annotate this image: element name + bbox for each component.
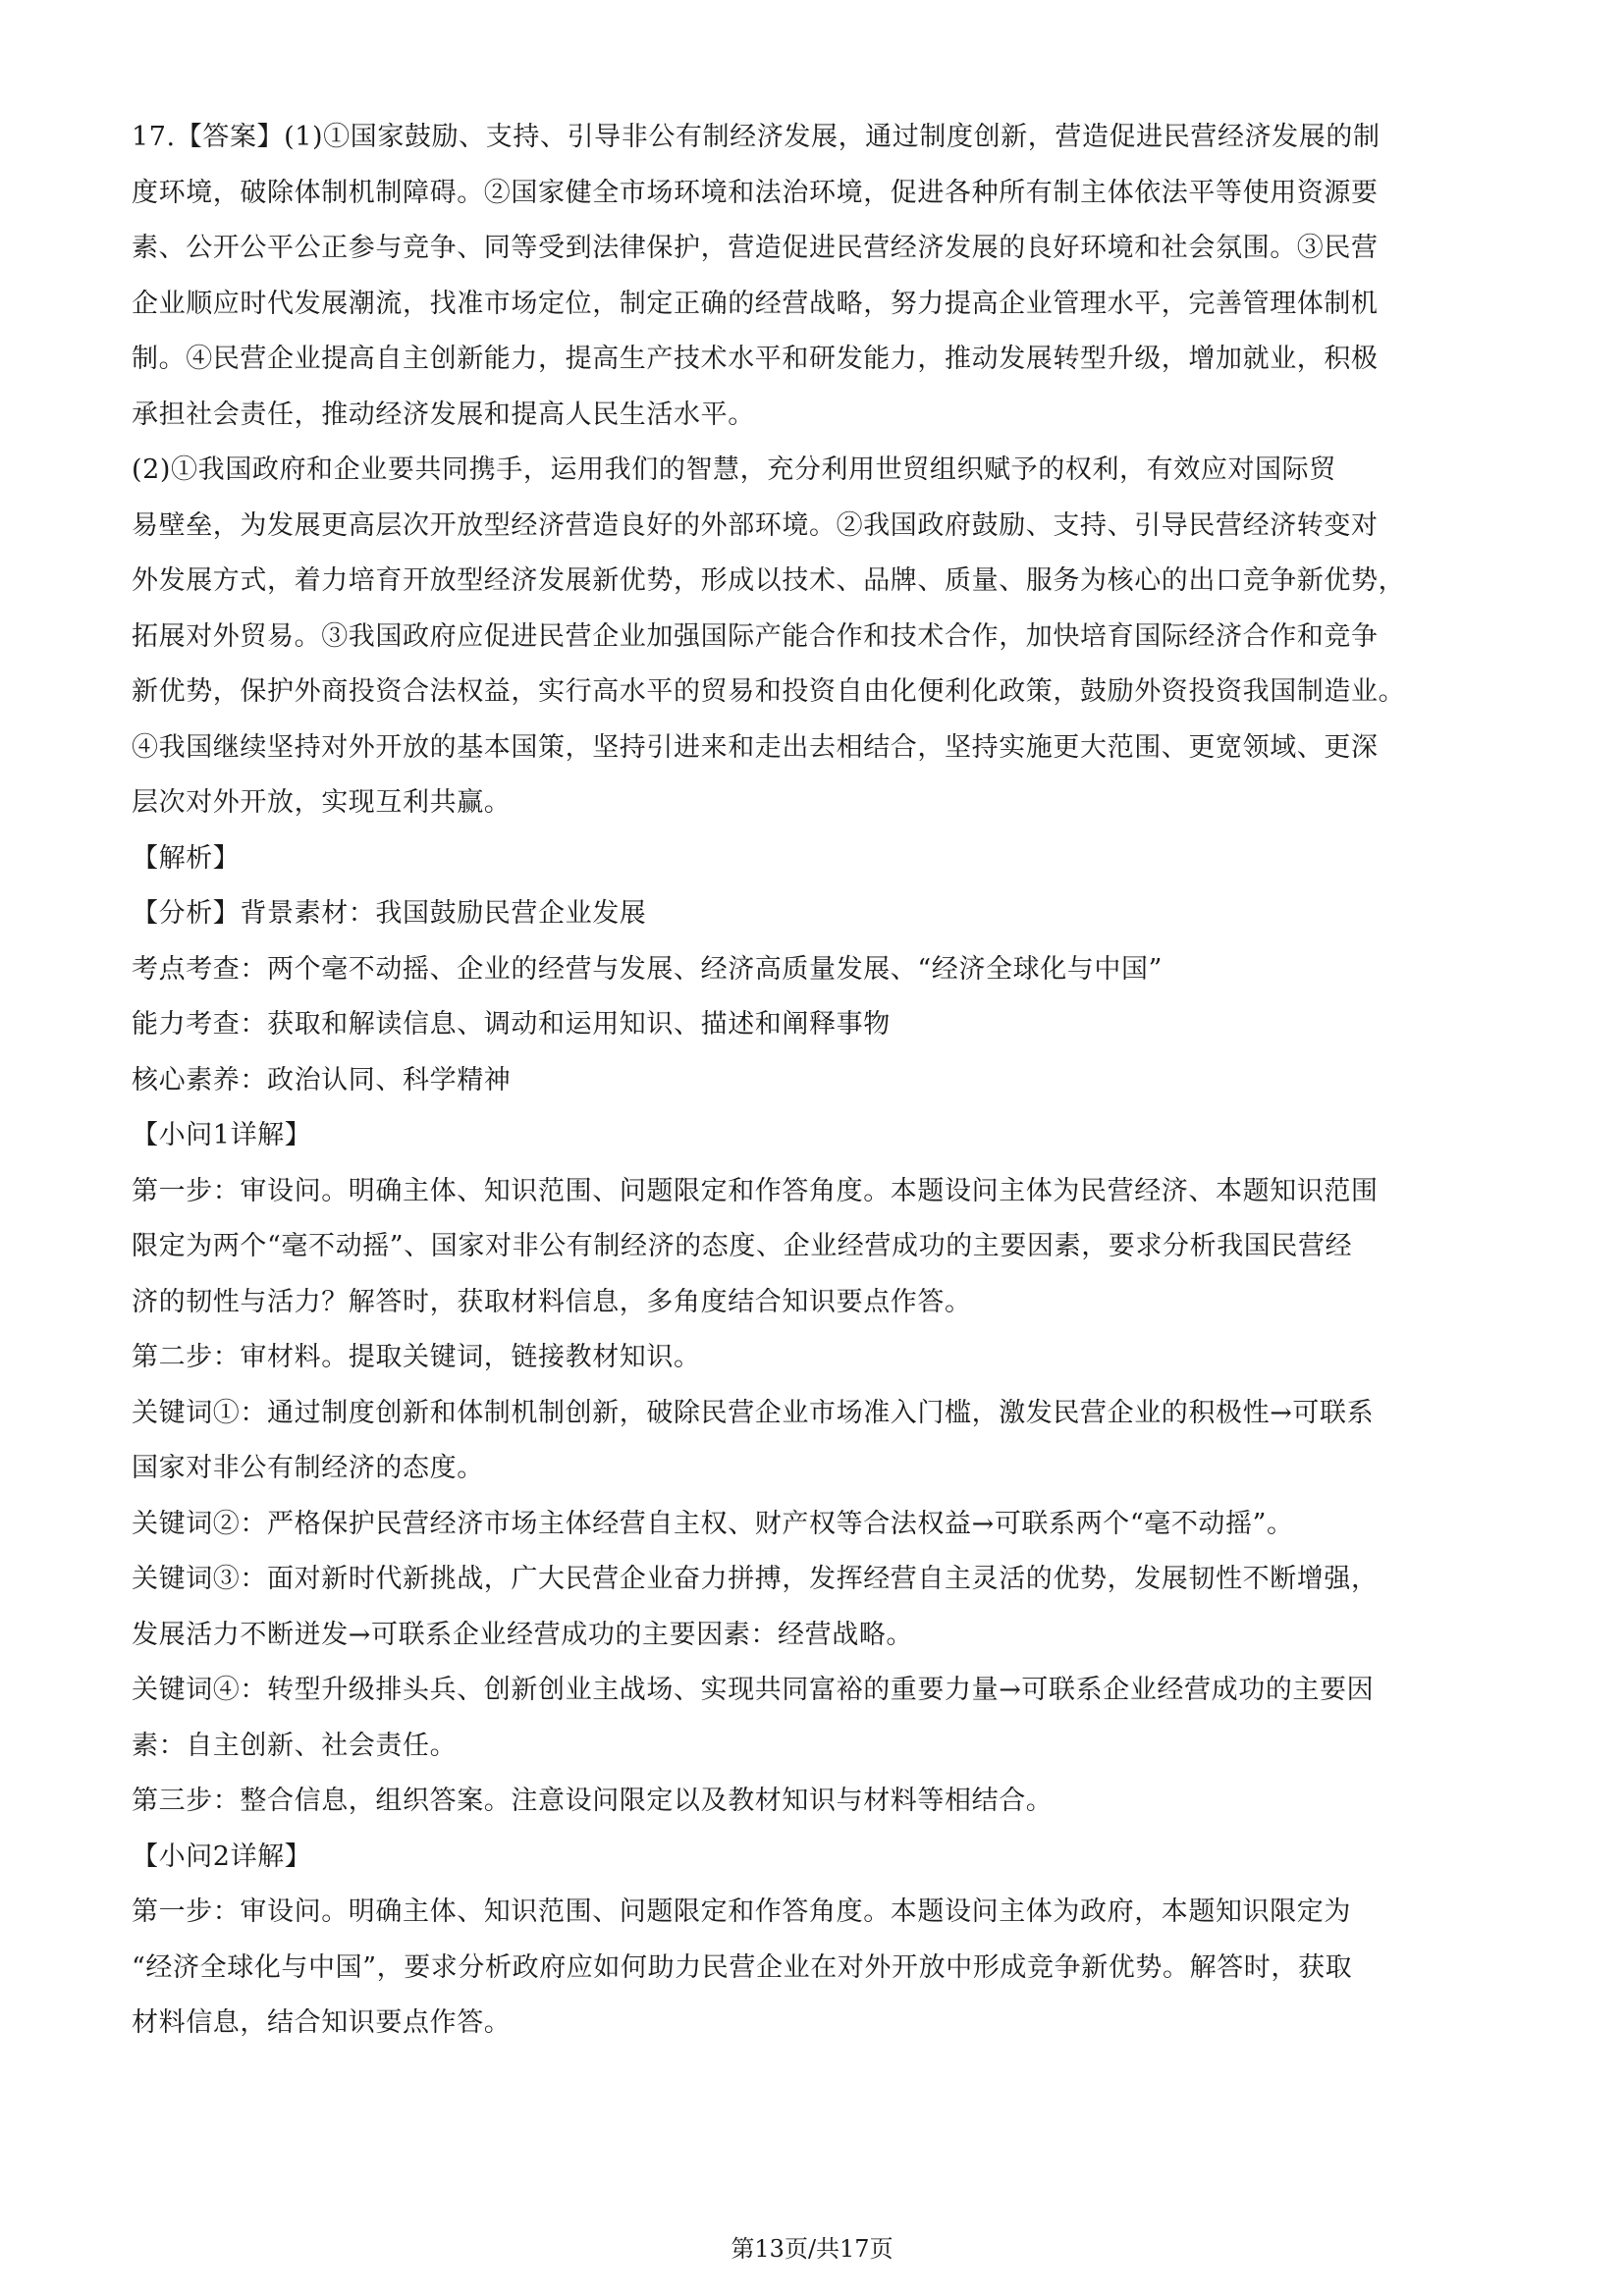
text-line: 关键词②：严格保护民营经济市场主体经营自主权、财产权等合法权益→可联系两个“毫不动摇”。 — [132, 1508, 1294, 1539]
text-line: 限定为两个“毫不动摇”、国家对非公有制经济的态度、企业经营成功的主要因素，要求分析我国民营经 — [132, 1231, 1353, 1261]
text-line: 能力考查：获取和解读信息、调动和运用知识、描述和阐释事物 — [132, 1009, 891, 1040]
text-line: 拓展对外贸易。③我国政府应促进民营企业加强国际产能合作和技术合作，加快培育国际经济合作和竞争 — [132, 620, 1379, 652]
section-heading: 【小问2详解】 — [132, 1841, 312, 1872]
text-line: 第二步：审材料。提取关键词，链接教材知识。 — [132, 1342, 701, 1372]
section-heading: 【小问1详解】 — [132, 1120, 312, 1150]
text-line: 关键词③：面对新时代新挑战，广大民营企业奋力拼搏，发挥经营自主灵活的优势，发展韧性不断增强， — [132, 1564, 1379, 1594]
text-line: (2)①我国政府和企业要共同携手，运用我们的智慧，充分利用世贸组织赋予的权利，有效应对国际贸 — [132, 454, 1336, 485]
text-line: 企业顺应时代发展潮流，找准市场定位，制定正确的经营战略，努力提高企业管理水平，完善管理体制机 — [132, 288, 1379, 319]
text-line: 素、公开公平公正参与竞争、同等受到法律保护，营造促进民营经济发展的良好环境和社会氛围。③民营 — [132, 233, 1379, 263]
page-footer: 第13页/共17页 — [731, 2235, 893, 2263]
text-line: 第一步：审设问。明确主体、知识范围、问题限定和作答角度。本题设问主体为民营经济、本题知识范围 — [132, 1175, 1379, 1206]
text-line: 素：自主创新、社会责任。 — [132, 1730, 458, 1761]
text-line: 17.【答案】(1)①国家鼓励、支持、引导非公有制经济发展，通过制度创新，营造促进民营经济发展的制 — [132, 122, 1380, 152]
text-line: 核心素养：政治认同、科学精神 — [132, 1064, 512, 1095]
text-line: 关键词④：转型升级排头兵、创新创业主战场、实现共同富裕的重要力量→可联系企业经营成功的主要因 — [132, 1675, 1375, 1705]
text-line: 承担社会责任，推动经济发展和提高人民生活水平。 — [132, 399, 755, 430]
text-line: 考点考查：两个毫不动摇、企业的经营与发展、经济高质量发展、“经济全球化与中国” — [132, 953, 1164, 985]
text-line: 第一步：审设问。明确主体、知识范围、问题限定和作答角度。本题设问主体为政府，本题知识限定为 — [132, 1896, 1351, 1927]
text-line: 材料信息，结合知识要点作答。 — [132, 2007, 512, 2038]
text-line: 发展活力不断迸发→可联系企业经营成功的主要因素：经营战略。 — [132, 1619, 914, 1650]
text-line: 新优势，保护外商投资合法权益，实行高水平的贸易和投资自由化便利化政策，鼓励外资投资我国制造业。 — [132, 676, 1406, 707]
text-line: 易壁垒，为发展更高层次开放型经济营造良好的外部环境。②我国政府鼓励、支持、引导民营经济转变对 — [132, 509, 1379, 541]
text-line: 济的韧性与活力？解答时，获取材料信息，多角度结合知识要点作答。 — [132, 1286, 972, 1317]
document-body — [132, 110, 1496, 2052]
text-line: 国家对非公有制经济的态度。 — [132, 1453, 484, 1483]
text-line: ④我国继续坚持对外开放的基本国策，坚持引进来和走出去相结合，坚持实施更大范围、更宽领域、更深 — [132, 731, 1379, 763]
text-line: 外发展方式，着力培育开放型经济发展新优势，形成以技术、品牌、质量、服务为核心的出口竞争新优势， — [132, 565, 1406, 596]
section-heading: 【解析】 — [132, 842, 241, 874]
text-line: 第三步：整合信息，组织答案。注意设问限定以及教材知识与材料等相结合。 — [132, 1786, 1054, 1816]
text-line: 【分析】背景素材：我国鼓励民营企业发展 — [132, 898, 647, 929]
text-line: 度环境，破除体制机制障碍。②国家健全市场环境和法治环境，促进各种所有制主体依法平等使用资源要 — [132, 177, 1379, 208]
text-line: 关键词①：通过制度创新和体制机制创新，破除民营企业市场准入门槛，激发民营企业的积极性→可联系 — [132, 1397, 1375, 1428]
text-line: 层次对外开放，实现互利共赢。 — [132, 787, 512, 818]
text-line: 制。④民营企业提高自主创新能力，提高生产技术水平和研发能力，推动发展转型升级，增加就业，积极 — [132, 344, 1379, 374]
text-line: “经济全球化与中国”，要求分析政府应如何助力民营企业在对外开放中形成竞争新优势。解答时，获取 — [132, 1951, 1353, 1983]
